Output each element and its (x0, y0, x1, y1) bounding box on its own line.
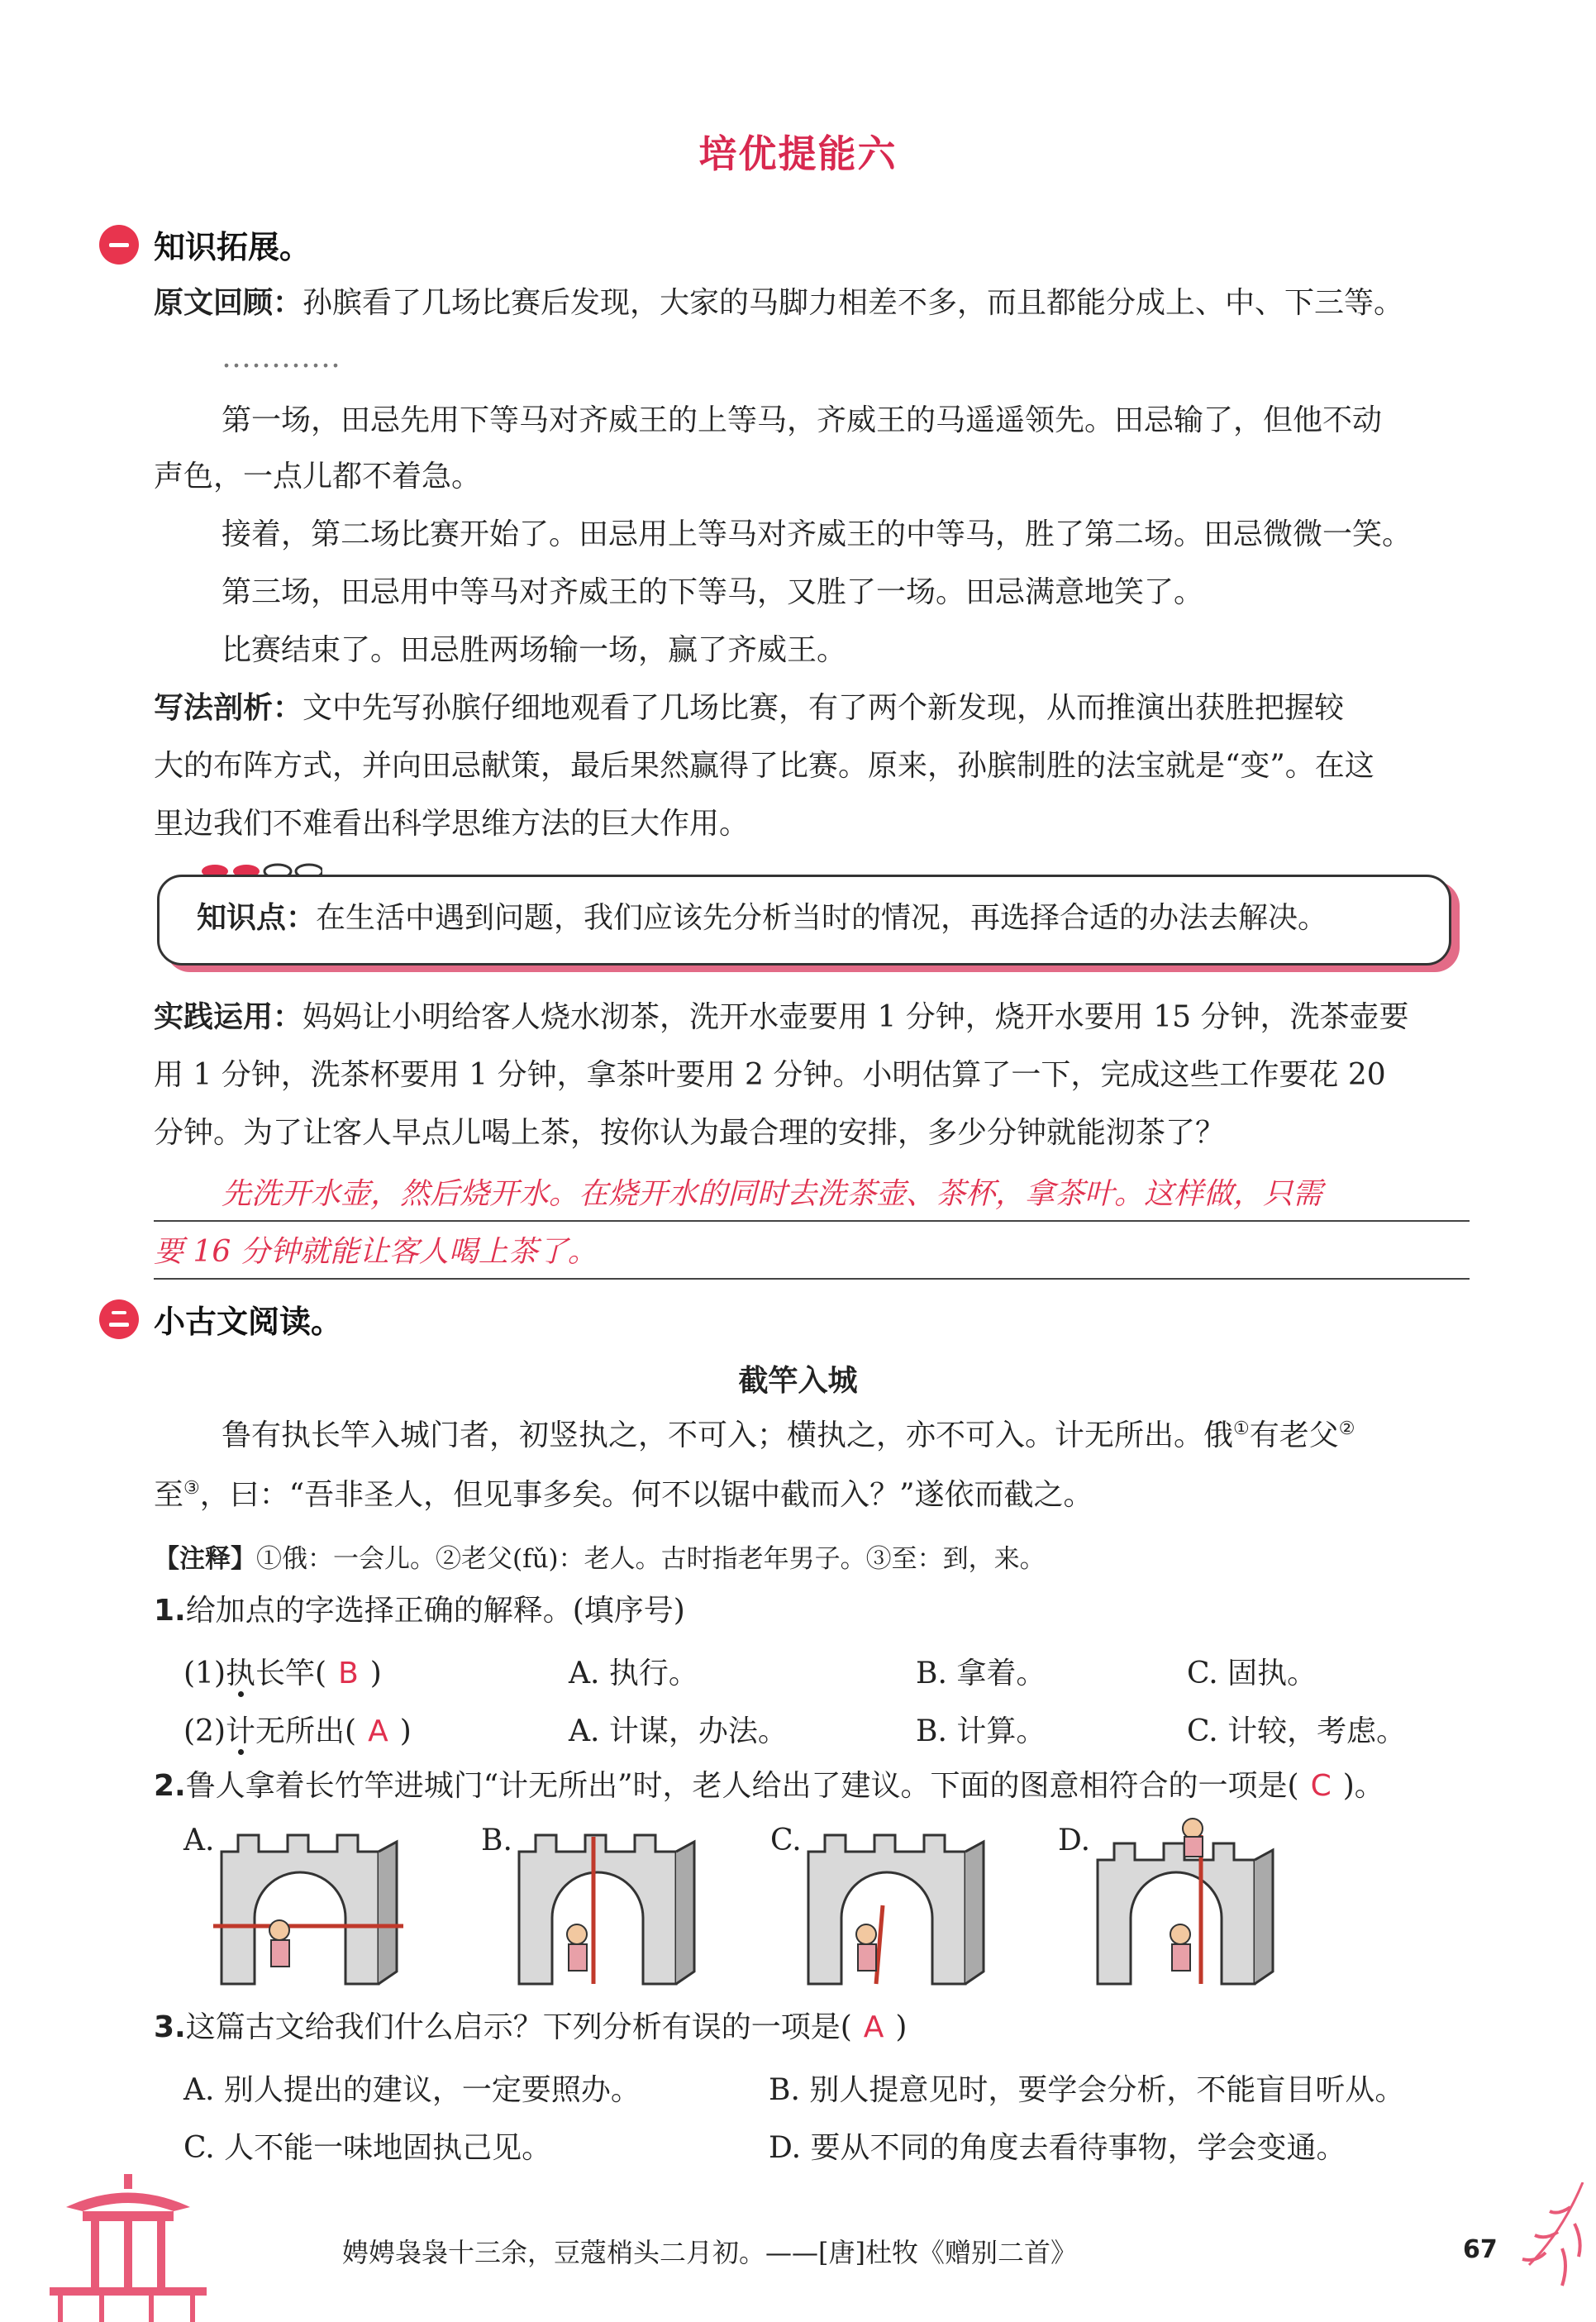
answer-line-2: 要 16 分钟就能让客人喝上茶了。 (154, 1235, 598, 1269)
q2-label-a: A. (183, 1824, 215, 1857)
q2-text: 鲁人拿着长竹竿进城门“计无所出”时，老人给出了建议。下面的图意相符合的一项是( (185, 1769, 1299, 1803)
knowledge-point (197, 898, 1327, 939)
q3-answer: A (863, 2010, 884, 2044)
original-review (154, 283, 1403, 324)
story-para-2: 接着，第二场比赛开始了。田忌用上等马对齐威王的中等马，胜了第二场。田忌微微一笑。 (222, 517, 1413, 551)
section-two-icon (99, 1299, 139, 1339)
q3-number: 3. (154, 2010, 186, 2044)
page-title: 培优提能六 (698, 131, 898, 176)
answer-underline-1 (154, 1220, 1470, 1222)
analysis-line-2: 大的布阵方式，并向田忌献策，最后果然赢得了比赛。原来，孙膑制胜的法宝就是“变”。在这 (154, 749, 1374, 783)
classical-text-2b: ，曰：“吾非圣人，但见事多矣。何不以锯中截而入？”遂依而截之。 (199, 1478, 1093, 1512)
q2-picture-b (511, 1827, 701, 1992)
section-one-heading: 知识拓展。 (154, 229, 312, 265)
q1-item-2-option-b: B. 计算。 (916, 1714, 1046, 1748)
practice-line-2: 用 1 分钟，洗茶杯要用 1 分钟，拿茶叶要用 2 分钟。小明估算了一下，完成这些工作要花 20 (154, 1058, 1386, 1092)
q2-label-b: B. (481, 1824, 512, 1857)
q1-item-1-close: ) (369, 1657, 382, 1690)
q1-stem (154, 1590, 685, 1632)
story-para-4: 比赛结束了。田忌胜两场输一场，赢了齐威王。 (222, 633, 847, 667)
answer-underline-2 (154, 1278, 1470, 1280)
original-review-text: 孙膑看了几场比赛后发现，大家的马脚力相差不多，而且都能分成上、中、下三等。 (303, 286, 1404, 320)
footer-quote: 娉娉袅袅十三余，豆蔻梢头二月初。——[唐]杜牧《赠别二首》 (342, 2237, 1077, 2268)
q2-number: 2. (154, 1769, 186, 1803)
q1-item-2-answer: A (368, 1714, 388, 1748)
q3-option-c: C. 人不能一味地固执己见。 (183, 2131, 552, 2165)
q2-label-d: D. (1058, 1824, 1091, 1857)
q2-label-c: C. (770, 1824, 802, 1857)
q1-item-1-option-c: C. 固执。 (1187, 1657, 1317, 1690)
section-one-icon (99, 225, 139, 265)
original-review-label: 原文回顾： (154, 286, 303, 320)
q3-text: 这篇古文给我们什么启示？下列分析有误的一项是( (185, 2010, 852, 2044)
q1-number: 1. (154, 1594, 186, 1628)
q1-item-2 (183, 1708, 412, 1750)
willow-branch-icon (1504, 2182, 1587, 2315)
q1-item-2-option-a: A. 计谋，办法。 (569, 1714, 788, 1748)
q1-item-2-option-c: C. 计较，考虑。 (1187, 1714, 1407, 1748)
classical-line-2 (154, 1475, 1093, 1516)
classical-text-2a: 至 (154, 1478, 184, 1512)
q1-item-1-text: 长竿( (255, 1657, 327, 1690)
analysis-label: 写法剖析： (154, 691, 303, 725)
q3-option-b: B. 别人提意见时，要学会分析，不能盲目听从。 (769, 2073, 1405, 2107)
knowledge-label: 知识点： (197, 901, 317, 935)
q1-item-1-num: (1) (183, 1657, 226, 1690)
q3-option-d: D. 要从不同的角度去看待事物，学会变通。 (769, 2131, 1346, 2165)
note-marker-2: ② (1338, 1418, 1355, 1439)
q1-item-1-option-b: B. 拿着。 (916, 1657, 1046, 1690)
classical-line-1 (222, 1415, 1355, 1457)
q2-answer: C (1310, 1769, 1332, 1803)
q3-option-a: A. 别人提出的建议，一定要照办。 (183, 2073, 641, 2107)
practice-line-3: 分钟。为了让客人早点儿喝上茶，按你认为最合理的安排，多少分钟就能沏茶了？ (154, 1116, 1226, 1150)
knowledge-text: 在生活中遇到问题，我们应该先分析当时的情况，再选择合适的办法去解决。 (316, 901, 1328, 935)
classical-text-1a: 鲁有执长竿入城门者，初竖执之，不可入；横执之，亦不可入。计无所出。俄 (222, 1418, 1234, 1452)
story-para-1-line-2: 声色，一点儿都不着急。 (154, 460, 482, 493)
q1-item-2-close: ) (399, 1714, 412, 1748)
q2-picture-d (1089, 1810, 1279, 1992)
practice-line-1 (154, 997, 1409, 1038)
practice-label: 实践运用： (154, 1000, 303, 1034)
pavilion-icon (50, 2174, 207, 2322)
analysis-text-1: 文中先写孙膑仔细地观看了几场比赛，有了两个新发现，从而推演出获胜把握较 (303, 691, 1345, 725)
q2-picture-c (800, 1827, 990, 1992)
analysis-line-1 (154, 688, 1344, 729)
ellipsis: ………… (222, 341, 341, 374)
note-marker-3: ③ (183, 1478, 200, 1499)
answer-line-1: 先洗开水壶，然后烧开水。在烧开水的同时去洗茶壶、茶杯，拿茶叶。这样做，只需 (222, 1177, 1323, 1211)
notes-text: ①俄：一会儿。②老父(fǔ)：老人。古时指老年男子。③至：到，来。 (256, 1544, 1046, 1574)
q2-close: )。 (1342, 1769, 1384, 1803)
q3-stem (154, 2007, 907, 2048)
q1-item-2-dotted-char: 计 (226, 1714, 256, 1748)
note-marker-1: ① (1233, 1418, 1250, 1439)
notes (154, 1538, 1046, 1575)
q1-item-2-num: (2) (183, 1714, 226, 1748)
story-para-1-line-1: 第一场，田忌先用下等马对齐威王的上等马，齐威王的马遥遥领先。田忌输了，但他不动 (222, 403, 1383, 437)
q1-item-1-dotted-char: 执 (226, 1657, 256, 1690)
analysis-line-3: 里边我们不难看出科学思维方法的巨大作用。 (154, 807, 750, 841)
practice-text-1: 妈妈让小明给客人烧水沏茶，洗开水壶要用 1 分钟，烧开水要用 15 分钟，洗茶壶要 (303, 1000, 1409, 1034)
q1-item-1-option-a: A. 执行。 (569, 1657, 698, 1690)
q1-item-1 (183, 1650, 382, 1692)
classical-text-1b: 有老父 (1249, 1418, 1339, 1452)
q1-item-1-answer: B (338, 1657, 359, 1690)
page-number: 67 (1463, 2235, 1498, 2264)
story-title: 截竿入城 (738, 1364, 858, 1398)
notes-label: 【注释】 (154, 1544, 256, 1574)
story-para-3: 第三场，田忌用中等马对齐威王的下等马，又胜了一场。田忌满意地笑了。 (222, 575, 1204, 609)
q1-item-2-text: 无所出( (255, 1714, 357, 1748)
q2-picture-a (213, 1827, 403, 1992)
q3-close: ) (895, 2010, 908, 2044)
q1-text: 给加点的字选择正确的解释。(填序号) (185, 1594, 685, 1628)
q2-stem (154, 1766, 1384, 1807)
section-two-heading: 小古文阅读。 (154, 1304, 343, 1340)
